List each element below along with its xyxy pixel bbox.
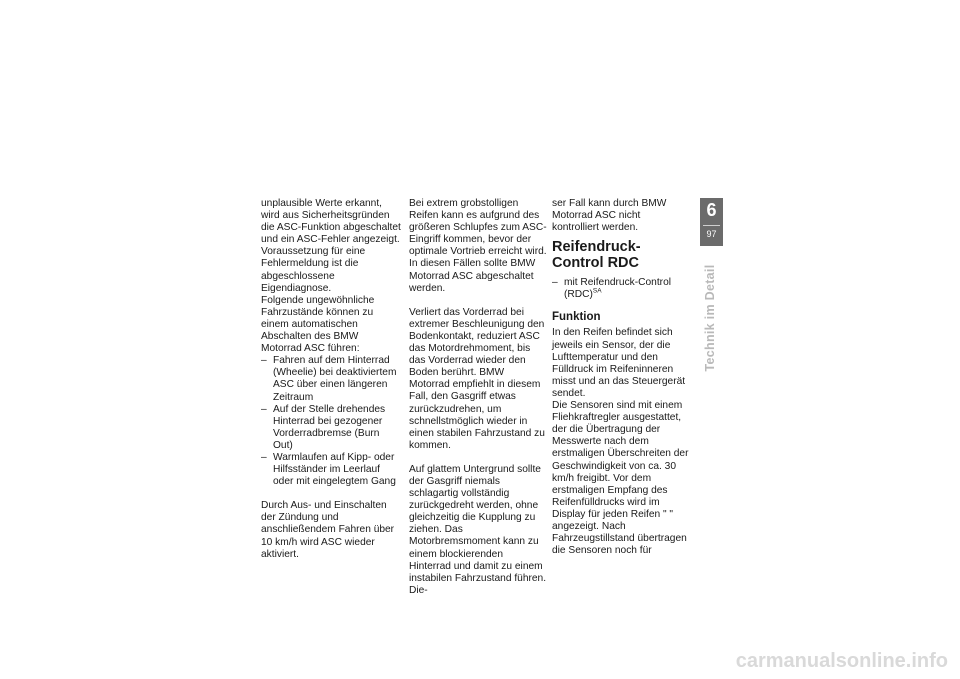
paragraph: In den Reifen befindet sich jeweils ein Sensor, der die Lufttemperatur und den Fülldruck im Reifeninneren misst und an das Steuergerät sendet. — [552, 327, 686, 399]
chapter-number: 6 — [706, 200, 717, 220]
paragraph: unplausible Werte erkannt, wird aus Sicherheitsgründen die ASC-Funktion abgeschaltet und ein ASC-Fehler angezeigt. Voraussetzung für eine Fehlermeldung ist die abgeschlossene Eigendiagnose. — [261, 198, 401, 294]
list-item: – Warmlaufen auf Kipp- oder Hilfsständer im Leerlauf oder mit eingelegtem Gang — [261, 452, 401, 488]
tab-divider — [703, 225, 720, 226]
subsection-heading: Funktion — [552, 311, 601, 324]
paragraph: Verliert das Vorderrad bei extremer Beschleunigung den Bodenkontakt, reduziert ASC das Motordrehmoment, bis das Vorderrad wieder den Boden berührt. BMW Motorrad empfiehlt in diesem Fall, den Gasgriff etwas zurückzudrehen, um schnellstmöglich wieder in einen stabilen Fahrzustand zu kommen. — [409, 306, 545, 451]
paragraph: Durch Aus- und Einschalten der Zündung und anschließendem Fahren über 10 km/h wird ASC wieder aktiviert. — [261, 500, 395, 560]
list-item: – Fahren auf dem Hinterrad (Wheelie) bei deaktiviertem ASC über einen längeren Zeitraum — [261, 355, 401, 403]
chapter-title-vertical: Technik im Detail — [703, 264, 717, 372]
text-column-2 — [409, 198, 547, 597]
text-column-1 — [261, 198, 401, 561]
paragraph: Folgende ungewöhnliche Fahrzustände können zu einem automatischen Abschalten des BMW Motorrad ASC führen: — [261, 294, 375, 355]
option-badge: SA — [592, 287, 602, 295]
paragraph: Bei extrem grobstolligen Reifen kann es aufgrund des größeren Schlupfes zum ASC-Eingriff kommen, bevor der optimale Vortrieb erreicht wird. In diesen Fällen sollte BMW Motorrad ASC abgeschaltet werden. — [409, 198, 547, 294]
list-item: – Auf der Stelle drehendes Hinterrad bei gezogener Vorderradbremse (Burn Out) — [261, 404, 401, 452]
paragraph: ser Fall kann durch BMW Motorrad ASC nicht kontrolliert werden. — [552, 198, 667, 234]
option-item — [552, 277, 690, 301]
text-column-3 — [552, 198, 690, 557]
paragraph: Die Sensoren sind mit einem Fliehkraftregler ausgestattet, der die Übertragung der Messwerte nach dem erstmaligen Überschreiten der Geschwindigkeit von ca. 30 km/h freigibt. Vor dem erstmaligen Empfang des Reifenfülldrucks wird im Display für jeden Reifen " " angezeigt. Nach Fahrzeugstillstand übertragen die Sensoren noch für — [552, 400, 689, 557]
paragraph: Auf glattem Untergrund sollte der Gasgriff niemals schlagartig vollständig zurückgedreht werden, ohne gleichzeitig die Kupplung zu ziehen. Das Motorbremsmoment kann zu einem blockierenden Hinterrad und damit zu einem instabilen Fahrzustand führen. Die- — [409, 463, 547, 596]
watermark: carmanualsonline.info — [735, 650, 948, 672]
option-label: mit Reifendruck-Control (RDC) — [564, 277, 672, 301]
page-number: 97 — [706, 229, 717, 239]
section-heading: Reifendruck-Control RDC — [552, 239, 641, 271]
